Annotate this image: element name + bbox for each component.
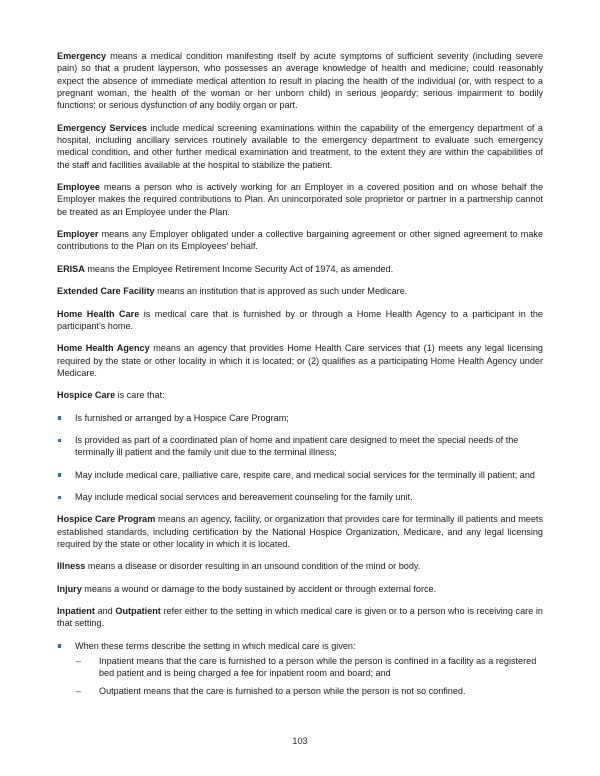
bullet-square-icon (58, 496, 61, 499)
definition-body: means a person who is actively working for an Employer in a covered position and on whose behalf the Employer makes the required contributions to Plan. An unincorporated sole proprietor or partner in a partnership cannot be treated as an Employee under the Plan. (57, 182, 543, 217)
list-item (57, 434, 543, 459)
inpatient-outpatient-sub-list (75, 655, 543, 697)
bullet-square-icon (58, 439, 61, 442)
definition-term: Hospice Care (57, 390, 116, 401)
list-item-text: May include medical care, palliative care, respite care, and medical social services for the terminally ill patient; and (75, 469, 535, 480)
list-item-text: Inpatient means that the care is furnished to a person while the person is confined in a facility as a registered bed patient and is being charged a fee for inpatient room and board; and (99, 656, 537, 679)
definition-body: means a wound or damage to the body sustained by accident or through external force. (81, 583, 437, 594)
definition-term: Employer (57, 229, 99, 240)
definition-emergency-services (57, 122, 543, 171)
definition-body: means any Employer obligated under a collective bargaining agreement or other signed agreement to make contributions to the Plan on its Employees' behalf. (57, 229, 543, 252)
definition-body: means the Employee Retirement Income Security Act of 1974, as amended. (84, 263, 394, 274)
page-number: 103 (292, 736, 308, 746)
definition-term: Illness (57, 561, 86, 572)
definition-body: means an agency, facility, or organization that provides care for terminally ill patients and meets established standards, including certification by the National Hospice Organization, Medicare, and any legal licensing required by the state or other locality in which it is located. (57, 514, 543, 549)
definition-term: ERISA (57, 263, 85, 274)
definition-body: is care that: (115, 390, 165, 401)
inpatient-outpatient-bullet-list (57, 640, 543, 697)
dash-marker-icon: – (76, 685, 82, 696)
definition-inpatient-outpatient (57, 605, 543, 630)
definition-injury (57, 583, 543, 595)
definition-term: Employee (57, 182, 100, 193)
bullet-square-icon (58, 644, 61, 647)
definition-illness (57, 560, 543, 572)
list-item (57, 491, 543, 503)
definition-body: means a medical condition manifesting itself by acute symptoms of sufficient severity (including severe pain) so that a prudent layperson, who possesses an average knowledge of health and medicine, could reasonably expect the absence of immediate medical attention to result in placing the health of the individual (or, with respect to a pregnant woman, the health of the woman or her unborn child) in serious jeopardy; serious impairment to bodily functions; or serious dysfunction of any bodily organ or part. (57, 51, 543, 111)
definition-body: is medical care that is furnished by or through a Home Health Agency to a participant in the participant's home. (57, 308, 543, 331)
definition-home-health-care (57, 308, 543, 333)
definition-employee (57, 181, 543, 218)
definition-hospice-care-program (57, 513, 543, 550)
list-item-text: Outpatient means that the care is furnished to a person while the person is not so confined. (99, 685, 466, 696)
list-item (57, 640, 543, 697)
definition-term: Emergency Services (57, 122, 147, 133)
definition-term: Emergency (57, 51, 107, 61)
definition-term-outpatient: Outpatient (115, 606, 161, 616)
hospice-care-bullet-list (57, 412, 543, 504)
definition-body: means an institution that is approved as such under Medicare. (154, 286, 408, 297)
list-item-text: Is furnished or arranged by a Hospice Care Program; (75, 412, 289, 423)
definition-conjunction: and (94, 606, 116, 616)
definition-hospice-care (57, 389, 543, 401)
bullet-square-icon (58, 416, 61, 419)
list-item (75, 655, 543, 680)
definition-body: refer either to the setting in which medical care is given or to a person who is receiving care in that setting. (57, 606, 543, 629)
bullet-square-icon (58, 473, 61, 476)
definition-term: Extended Care Facility (57, 286, 155, 297)
definition-body: means a disease or disorder resulting in an unsound condition of the mind or body. (85, 561, 421, 572)
definition-home-health-agency (57, 342, 543, 379)
definition-term: Injury (57, 583, 82, 594)
definition-term: Hospice Care Program (57, 514, 156, 525)
definition-extended-care-facility (57, 285, 543, 297)
list-item-text: May include medical social services and bereavement counseling for the family unit. (75, 491, 413, 502)
list-item (75, 685, 543, 697)
page-content (57, 50, 543, 707)
list-item-text: Is provided as part of a coordinated plan of home and inpatient care designed to meet the special needs of the terminally ill patient and the family unit due to the terminal illness; (75, 434, 519, 458)
list-item-text: When these terms describe the setting in which medical care is given: (75, 640, 356, 651)
definition-body: means an agency that provides Home Health Care services that (1) meets any legal licensing required by the state or other locality in which it is located; or (2) qualifies as a participating Home Health Agency under Medicare. (57, 343, 543, 378)
definition-erisa (57, 263, 543, 275)
definition-emergency (57, 50, 543, 112)
list-item (57, 412, 543, 424)
definition-term: Home Health Agency (57, 343, 150, 354)
list-item (57, 469, 543, 481)
definition-term: Home Health Care (57, 308, 140, 319)
definition-body: include medical screening examinations within the capability of the emergency department of a hospital, including ancillary services routinely available to the emergency department to evaluate such emergency medical condition, and other further medical examination and treatment, to the extent they are within the capabilities of the staff and facilities available at the hospital to stabilize the patient. (57, 122, 543, 170)
dash-marker-icon: – (76, 656, 82, 667)
definition-employer (57, 228, 543, 253)
definition-term-inpatient: Inpatient (57, 606, 95, 616)
